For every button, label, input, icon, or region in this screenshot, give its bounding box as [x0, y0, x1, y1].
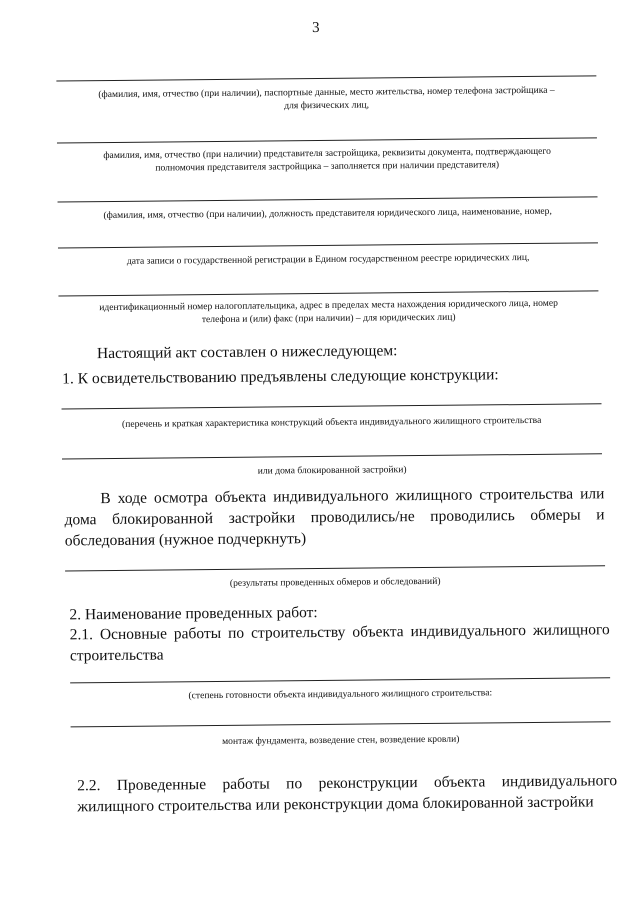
inspection-text: В ходе осмотра объекта индивидуального жилищного строительства или дома блокированной застройки проводились/не проводились обмеры и обследования (нужное подчеркнуть) [64, 485, 605, 550]
field-caption: дата записи о государственной регистрации в Едином государственном реестре юридических лиц, [126, 251, 530, 267]
fill-line[interactable] [58, 290, 598, 296]
fill-line[interactable] [56, 75, 596, 81]
section-1-caption-2: или дома блокированной застройки) [257, 464, 407, 477]
fill-line[interactable] [62, 403, 602, 409]
fill-line[interactable] [62, 453, 602, 459]
field-caption: фамилия, имя, отчество (при наличии) представителя застройщика, реквизиты документа, подтверждающего полномочия представителя застройщика – заполняется при наличии представителя) [103, 145, 551, 174]
item-2-1-text: 2.1. Основные работы по строительству объекта индивидуального жилищного строительства [69, 621, 610, 665]
fill-line[interactable] [58, 242, 598, 248]
fill-line[interactable] [70, 677, 610, 683]
fill-line[interactable] [65, 565, 605, 571]
field-caption: (фамилия, имя, отчество (при наличии), паспортные данные, место жительства, номер телефона застройщика – для физических лиц, [98, 84, 555, 112]
item-2-2-text: 2.2. Проведенные работы по реконструкции объекта индивидуального жилищного строительства или реконструкции дома блокированной застройки [77, 772, 618, 816]
fill-line[interactable] [57, 137, 597, 143]
fill-line[interactable] [58, 196, 598, 202]
field-caption: (фамилия, имя, отчество (при наличии), должность представителя юридического лица, наименование, номер, [103, 205, 552, 222]
intro-text: Настоящий акт составлен о нижеследующем: [96, 342, 398, 363]
section-2-heading: 2. Наименование проведенных работ: [69, 604, 318, 624]
section-1-caption-1: (перечень и краткая характеристика конструкций объекта индивидуального жилищного строительства [121, 414, 542, 430]
section-2-caption-1: (степень готовности объекта индивидуального жилищного строительства: [188, 687, 493, 702]
section-1-caption-3: (результаты проведенных обмеров и обследований) [229, 575, 441, 589]
section-1-heading: 1. К освидетельствованию предъявлены следующие конструкции: [62, 366, 499, 388]
fill-line[interactable] [71, 721, 611, 727]
section-2-caption-2: монтаж фундамента, возведение стен, возведение кровли) [222, 733, 460, 747]
page-number: 3 [312, 19, 320, 37]
field-caption: идентификационный номер налогоплательщика, адрес в пределах места нахождения юридического лица, номер телефона и (или) факс (при наличии) – для юридических лиц) [99, 297, 558, 326]
